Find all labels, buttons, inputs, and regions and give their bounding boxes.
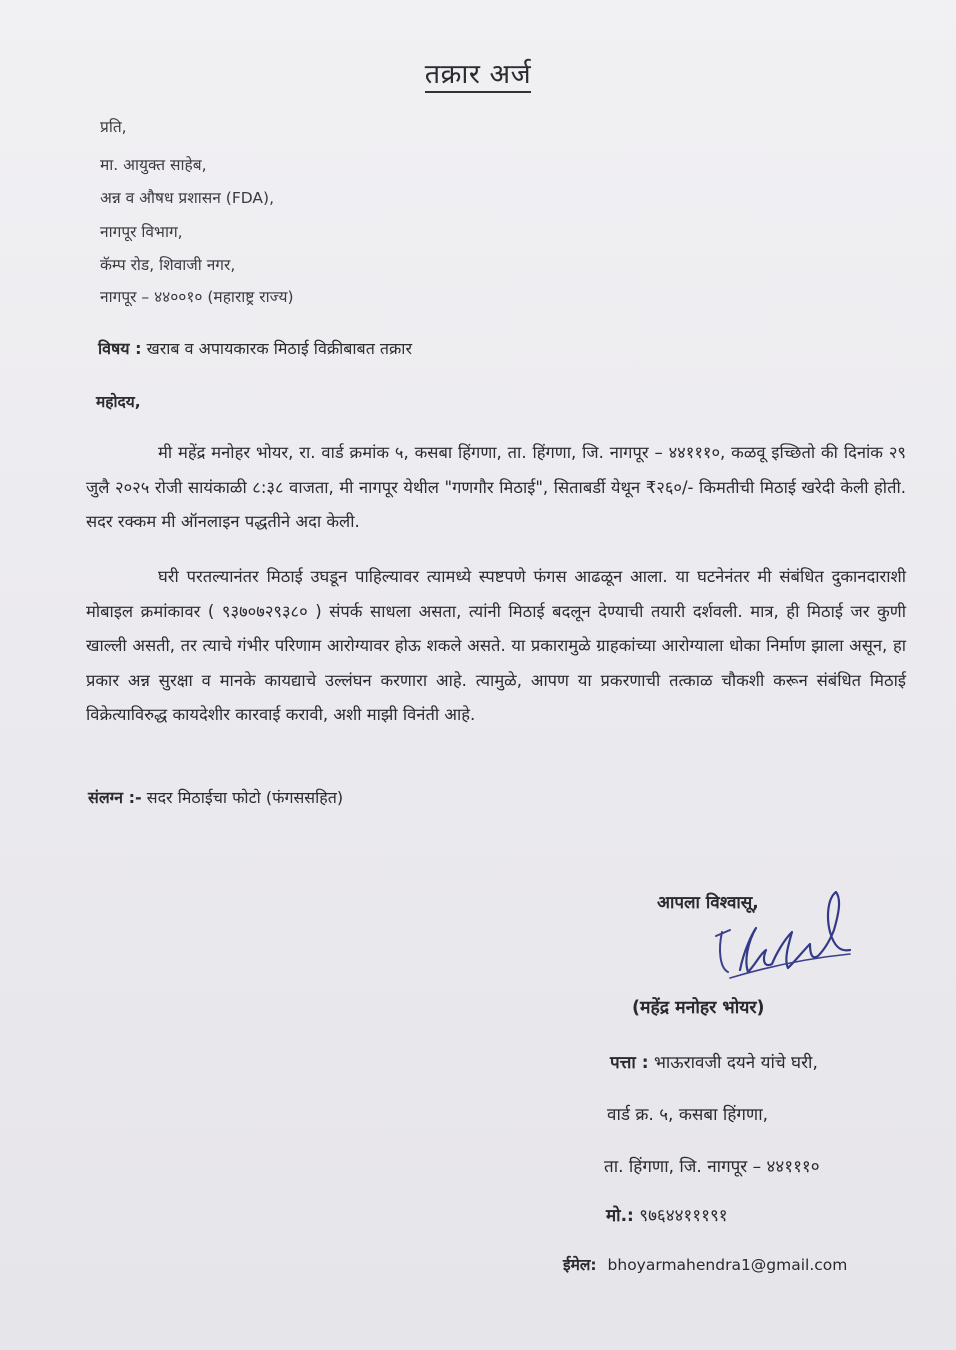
address-line-1 bbox=[610, 1050, 818, 1073]
address-label: पत्ता : bbox=[610, 1053, 649, 1073]
email-line bbox=[563, 1253, 847, 1275]
signature-image bbox=[700, 880, 860, 990]
address-line-1-text: भाऊरावजी दयने यांचे घरी, bbox=[653, 1053, 818, 1073]
mobile-line bbox=[606, 1203, 728, 1226]
recipient-line-4: कॅम्प रोड, शिवाजी नगर, bbox=[100, 256, 236, 274]
salutation: महोदय, bbox=[96, 393, 141, 411]
closing: आपला विश्वासू, bbox=[657, 893, 759, 913]
title-text: तक्रार अर्ज bbox=[425, 59, 531, 93]
recipient-line-1: मा. आयुक्त साहेब, bbox=[100, 156, 207, 174]
attachment-text: सदर मिठाईचा फोटो (फंगससहित) bbox=[146, 788, 344, 807]
recipient-line-2: अन्न व औषध प्रशासन (FDA), bbox=[100, 189, 275, 207]
attachment-label: संलग्न :- bbox=[88, 788, 142, 807]
recipient-line-3: नागपूर विभाग, bbox=[100, 223, 183, 241]
email-value: bhoyarmahendra1@gmail.com bbox=[607, 1256, 848, 1274]
subject-line bbox=[98, 338, 412, 360]
paragraph-1: मी महेंद्र मनोहर भोयर, रा. वार्ड क्रमांक ५, कसबा हिंगणा, ता. हिंगणा, जि. नागपूर – ४४१११०, कळवू इच्छितो की दिनांक २९ जुलै २०२५ रोजी सायंकाळी ८:३८ वाजता, मी नागपूर येथील "गणगौर मिठाई", सिताबर्डी येथून ₹२६०/- किमतीची मिठाई खरेदी केली होती. सदर रक्कम मी ऑनलाइन पद्धतीने अदा केली. bbox=[86, 443, 906, 531]
subject-text: खराब व अपायकारक मिठाई विक्रीबाबत तक्रार bbox=[146, 339, 412, 358]
recipient-to: प्रति, bbox=[100, 118, 127, 136]
recipient-line-5: नागपूर – ४४००१० (महाराष्ट्र राज्य) bbox=[100, 288, 294, 306]
mobile-label: मो.: bbox=[606, 1206, 634, 1226]
paragraph-2: घरी परतल्यानंतर मिठाई उघडून पाहिल्यावर त्यामध्ये स्पष्टपणे फंगस आढळून आला. या घटनेनंतर मी संबंधित दुकानदाराशी मोबाइल क्रमांकावर ( ९३७०७२९३८० ) संपर्क साधला असता, त्यांनी मिठाई बदलून देण्याची तयारी दर्शवली. मात्र, ही मिठाई जर कुणी खाल्ली असती, तर त्याचे गंभीर परिणाम आरोग्यावर होऊ शकले असते. या प्रकारामुळे ग्राहकांच्या आरोग्याला धोका निर्माण झाला असून, हा प्रकार अन्न सुरक्षा व मानके कायद्याचे उल्लंघन करणारा आहे. त्यामुळे, आपण या प्रकरणाची तत्काळ चौकशी करून संबंधित मिठाई विक्रेत्याविरुद्ध कायदेशीर कारवाई करावी, अशी माझी विनंती आहे. bbox=[86, 567, 906, 724]
attachment-line bbox=[88, 787, 343, 809]
letter-title bbox=[0, 54, 956, 91]
mobile-value: ९७६४४१११९१ bbox=[639, 1206, 728, 1226]
sender-name: (महेंद्र मनोहर भोयर) bbox=[632, 998, 765, 1018]
subject-label: विषय : bbox=[98, 339, 142, 358]
address-line-2: वार्ड क्र. ५, कसबा हिंगणा, bbox=[607, 1105, 769, 1125]
address-line-3: ता. हिंगणा, जि. नागपूर – ४४१११० bbox=[604, 1157, 820, 1177]
email-label: ईमेल: bbox=[563, 1256, 597, 1274]
